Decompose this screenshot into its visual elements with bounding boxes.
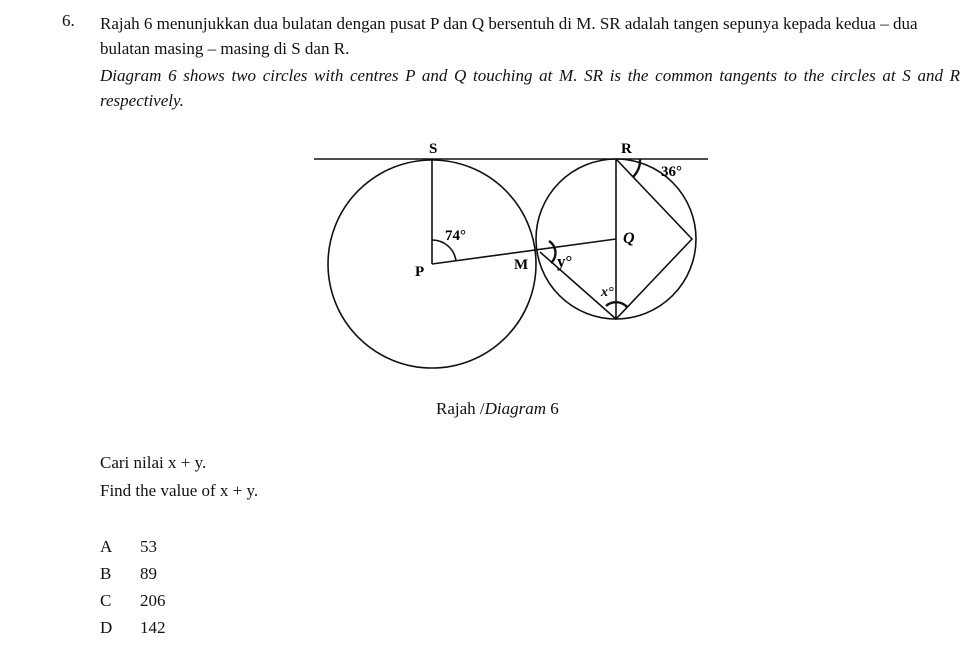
option-letter: D <box>100 618 113 637</box>
label-angle-74: 74° <box>445 228 466 244</box>
caption-number: 6 <box>546 399 559 418</box>
option-letter: B <box>100 564 112 583</box>
label-Q: Q <box>623 230 635 247</box>
label-angle-y: y° <box>557 252 573 271</box>
option-value: 142 <box>140 618 166 637</box>
label-S: S <box>429 141 438 157</box>
caption-malay: Rajah / <box>436 399 485 418</box>
caption-english: Diagram <box>484 399 547 418</box>
option-d[interactable] <box>100 618 166 638</box>
option-value: 89 <box>140 564 157 583</box>
diagram-caption <box>0 399 972 419</box>
question-text-malay: Rajah 6 menunjukkan dua bulatan dengan pusat P dan Q bersentuh di M. SR adalah tangen sepunya kepada kedua – dua bulatan masing – masing di S dan R. <box>100 14 918 58</box>
label-R: R <box>621 141 632 157</box>
label-M: M <box>514 257 529 273</box>
option-letter: C <box>100 591 112 610</box>
option-letter: A <box>100 537 113 556</box>
angle-y-arc <box>549 241 555 263</box>
question-number: 6. <box>62 11 75 30</box>
label-P: P <box>415 264 425 280</box>
option-a[interactable] <box>100 537 157 557</box>
option-b[interactable] <box>100 564 157 584</box>
option-value: 53 <box>140 537 157 556</box>
option-value: 206 <box>140 591 166 610</box>
label-angle-x: x° <box>601 285 614 300</box>
option-c[interactable] <box>100 591 166 611</box>
find-english: Find the value of x + y. <box>100 481 259 500</box>
find-malay: Cari nilai x + y. <box>100 453 207 472</box>
label-angle-36: 36° <box>661 164 682 180</box>
question-text-english: Diagram 6 shows two circles with centres P and Q touching at M. SR is the common tangents to the circles at S and R respectively. <box>100 66 960 110</box>
